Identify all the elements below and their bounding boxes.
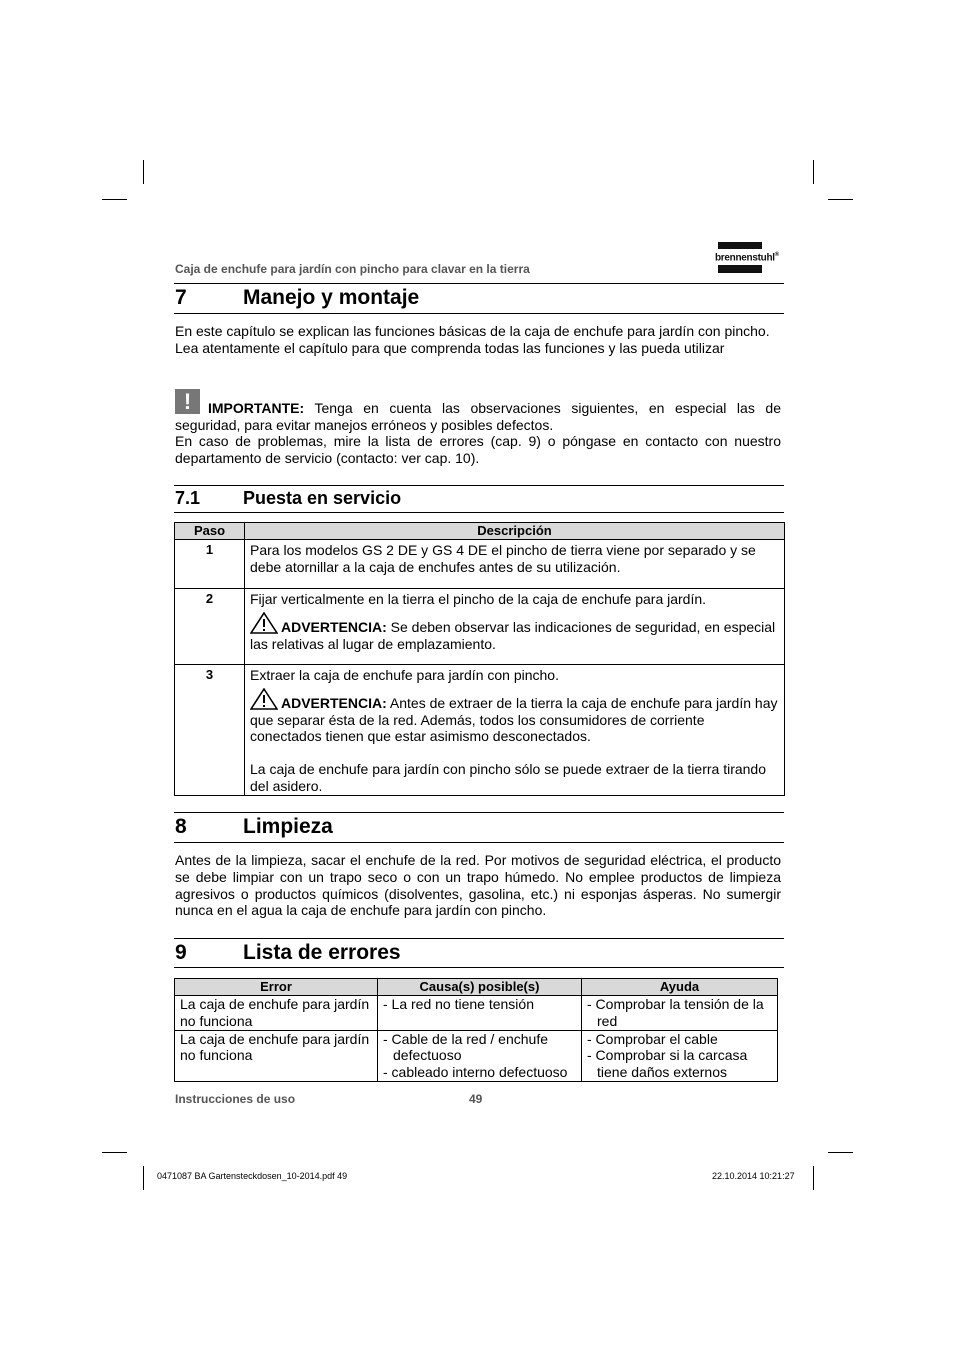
- section-title: Lista de errores: [243, 941, 401, 964]
- cause-item: - cableado interno defectuoso: [383, 1064, 568, 1081]
- step-number: 2: [175, 589, 245, 665]
- rule: [174, 313, 784, 314]
- cause-item: - Cable de la red / enchufe defectuoso: [383, 1030, 548, 1064]
- section-title: Manejo y montaje: [243, 286, 420, 309]
- important-text: Tenga en cuenta las observaciones siguientes, en especial las de seguridad, para evitar manejos erróneos y posibles defectos.: [175, 400, 781, 433]
- brand-logo: [715, 242, 783, 276]
- crop-mark: [828, 199, 853, 200]
- help-cell: [582, 1030, 778, 1081]
- table-row: [175, 589, 785, 665]
- rule: [174, 512, 784, 513]
- warning-text: Se deben observar las indicaciones de seguridad, en especial las relativas al lugar de emplazamiento.: [250, 618, 776, 652]
- table-row: [175, 1030, 778, 1081]
- subsection-title: Puesta en servicio: [243, 488, 402, 508]
- page-number: 49: [469, 1092, 483, 1106]
- help-item: - Comprobar la tensión de la red: [587, 996, 764, 1029]
- warning-label: ADVERTENCIA:: [281, 618, 387, 635]
- help-item: - Comprobar si la carcasa tiene daños externos: [587, 1047, 748, 1081]
- important-label: IMPORTANTE:: [208, 400, 305, 416]
- crop-mark: [828, 1152, 853, 1153]
- step-description: [245, 589, 785, 665]
- warning-icon: [250, 612, 278, 634]
- important-note: [175, 400, 781, 434]
- footer-label: Instrucciones de uso: [175, 1092, 296, 1106]
- causes-cell: [378, 1030, 582, 1081]
- warning-text: Antes de extraer de la tierra la caja de enchufe para jardín hay que separar ésta de la red. Además, todos los consumidores de corriente conectados tienen que estar asimismo desconectados.: [250, 694, 778, 745]
- rule: [174, 967, 784, 968]
- column-header-error: Error: [175, 979, 378, 996]
- intro-text: [175, 323, 781, 357]
- problems-note: [175, 433, 781, 467]
- rule: [174, 842, 784, 843]
- table-row: [175, 540, 785, 589]
- logo-registered-mark: ®: [774, 252, 779, 258]
- crop-mark: [102, 199, 127, 200]
- cleaning-paragraph: Antes de la limpieza, sacar el enchufe de la red. Por motivos de seguridad eléctrica, el producto se debe limpiar con un trapo seco o con un trapo húmedo. No emplee productos de limpieza agresivos o productos químicos (disolventes, gasolina, etc.) ni esponjas ásperas. No sumergir nunca en el agua la caja de enchufe para jardín con pincho.: [175, 852, 781, 919]
- causes-cell: [378, 996, 582, 1031]
- step-description: [245, 540, 785, 589]
- cleaning-text: [175, 852, 781, 919]
- column-header-help: Ayuda: [582, 979, 778, 996]
- step-number: 1: [175, 540, 245, 589]
- step-text: Extraer la caja de enchufe para jardín con pincho.: [250, 667, 559, 683]
- problems-text: En caso de problemas, mire la lista de errores (cap. 9) o póngase en contacto con nuestro departamento de servicio (contacto: ver cap. 10).: [175, 433, 781, 466]
- error-cell: La caja de enchufe para jardín no funciona: [175, 996, 378, 1031]
- section-number: 9: [175, 941, 187, 964]
- cause-item: - La red no tiene tensión: [383, 996, 534, 1012]
- subsection-number: 7.1: [175, 488, 201, 508]
- crop-mark: [102, 1152, 127, 1153]
- column-header-step: Paso: [175, 523, 245, 540]
- print-slug-date: 22.10.2014 10:21:27: [712, 1171, 795, 1181]
- rule: [174, 938, 784, 939]
- errors-table: [174, 978, 778, 1082]
- error-cell: La caja de enchufe para jardín no funciona: [175, 1030, 378, 1081]
- crop-mark: [813, 160, 814, 184]
- table-row: [175, 996, 778, 1031]
- running-title: Caja de enchufe para jardín con pincho para clavar en la tierra: [175, 262, 530, 276]
- section-number: 8: [175, 815, 187, 838]
- step-text: Fijar verticalmente en la tierra el pincho de la caja de enchufe para jardín.: [250, 591, 707, 607]
- crop-mark: [813, 1166, 814, 1190]
- warning-icon: [250, 688, 278, 710]
- warning-label: ADVERTENCIA:: [281, 694, 387, 711]
- crop-mark: [143, 1166, 144, 1190]
- rule: [174, 485, 784, 486]
- step-text: Para los modelos GS 2 DE y GS 4 DE el pincho de tierra viene por separado y se debe atornillar a la caja de enchufes antes de su utilización.: [250, 542, 756, 575]
- table-row: [175, 665, 785, 796]
- logo-text: brennenstuhl: [715, 252, 775, 264]
- step-number: 3: [175, 665, 245, 796]
- section-number: 7: [175, 286, 187, 309]
- intro-paragraph: En este capítulo se explican las funciones básicas de la caja de enchufe para jardín con pincho.: [175, 323, 770, 339]
- print-slug-file: 0471087 BA Gartensteckdosen_10-2014.pdf 49: [157, 1171, 348, 1181]
- step-description: [245, 665, 785, 796]
- section-title: Limpieza: [243, 815, 333, 838]
- rule: [174, 283, 784, 284]
- step-extra-text: La caja de enchufe para jardín con pincho sólo se puede extraer de la tierra tirando del asidero.: [250, 761, 767, 794]
- help-item: - Comprobar el cable: [587, 1030, 718, 1047]
- important-icon: !: [175, 389, 200, 414]
- column-header-description: Descripción: [245, 523, 785, 540]
- rule: [174, 812, 784, 813]
- column-header-causes: Causa(s) posible(s): [378, 979, 582, 996]
- crop-mark: [143, 160, 144, 184]
- help-cell: [582, 996, 778, 1031]
- intro-paragraph: Lea atentamente el capítulo para que comprenda todas las funciones y las pueda utilizar: [175, 339, 725, 356]
- steps-table: [174, 522, 785, 796]
